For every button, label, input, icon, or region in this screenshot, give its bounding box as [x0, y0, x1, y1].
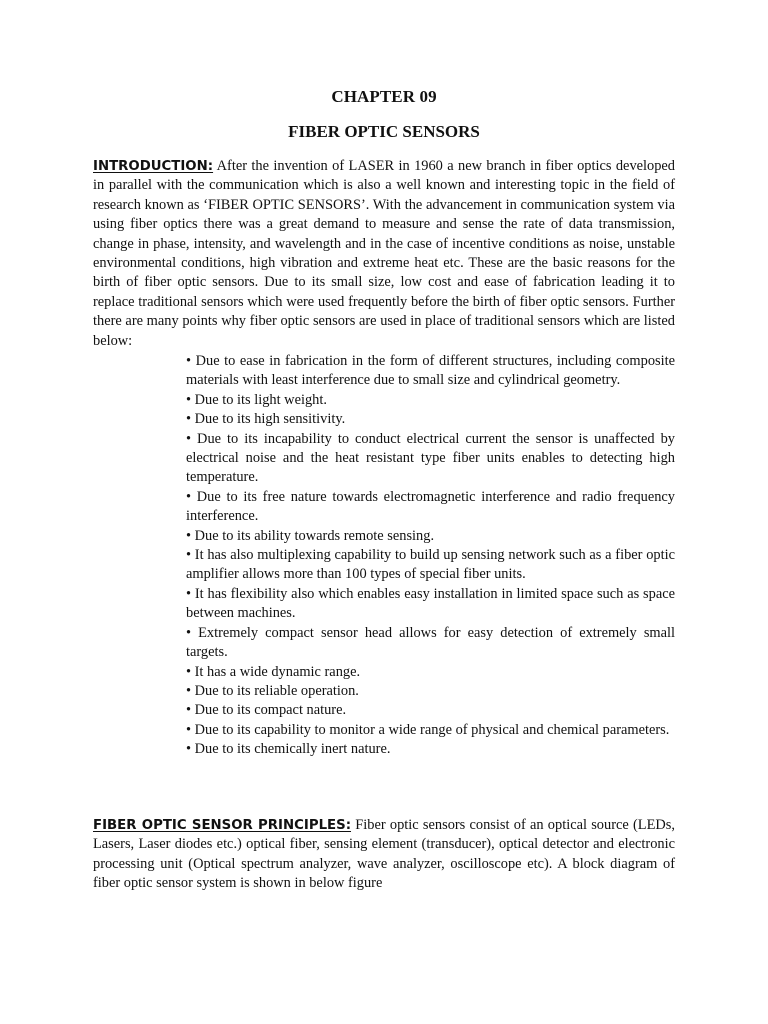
- list-item: • Due to its compact nature.: [186, 702, 347, 719]
- list-item: • Due to its ability towards remote sensing.: [186, 527, 435, 544]
- list-item: • Due to its chemically inert nature.: [186, 741, 391, 758]
- principles-heading: FIBER OPTIC SENSOR PRINCIPLES:: [93, 818, 352, 833]
- introduction-paragraph: [93, 157, 675, 351]
- list-item: • Due to its light weight.: [186, 391, 327, 408]
- list-item: • Due to its incapability to conduct electrical current the sensor is unaffected by electrical noise and the heat resistant type fiber units enables to detecting high temperature.: [186, 430, 675, 486]
- list-item: • Due to its capability to monitor a wide range of physical and chemical parameters.: [186, 721, 670, 738]
- chapter-title: FIBER OPTIC SENSORS: [288, 122, 480, 141]
- list-item: • Extremely compact sensor head allows for easy detection of extremely small targets.: [186, 624, 675, 661]
- advantages-list: [186, 352, 675, 760]
- list-item: • It has also multiplexing capability to build up sensing network such as a fiber optic amplifier allows more than 100 types of special fiber units.: [186, 547, 675, 583]
- list-item: • Due to ease in fabrication in the form of different structures, including composite materials with least interference due to small size and cylindrical geometry.: [186, 353, 675, 389]
- list-item: • Due to its free nature towards electromagnetic interference and radio frequency interference.: [186, 488, 675, 525]
- introduction-text: After the invention of LASER in 1960 a new branch in fiber optics developed in parallel with the communication which is also a well known and interesting topic in the field of research known as ‘FIBER OPTIC SENSORS’. With the advancement in communication system via using fiber optics there was a great demand to measure and sense the rate of data transmission, change in phase, intensity, and wavelength and in the case of incentive conditions as noise, unstable environmental conditions, high vibration and extreme heat etc. These are the basic reasons for the birth of fiber optic sensors. Due to its small size, low cost and ease of fabrication leading it to replace traditional sensors which were used frequently before the birth of fiber optic sensors. Further there are many points why fiber optic sensors are used in place of traditional sensors which are listed below:: [93, 158, 675, 349]
- list-item: • It has flexibility also which enables easy installation in limited space such as space between machines.: [186, 585, 675, 622]
- chapter-number: CHAPTER 09: [331, 87, 437, 106]
- principles-text: Fiber optic sensors consist of an optical source (LEDs, Lasers, Laser diodes etc.) optical fiber, sensing element (transducer), optical detector and electronic processing unit (Optical spectrum analyzer, wave analyzer, oscilloscope etc). A block diagram of fiber optic sensor system is shown in below figure: [93, 817, 675, 892]
- list-item: • It has a wide dynamic range.: [186, 663, 361, 680]
- list-item: • Due to its reliable operation.: [186, 682, 359, 699]
- introduction-heading: INTRODUCTION:: [93, 159, 214, 174]
- list-item: • Due to its high sensitivity.: [186, 411, 346, 428]
- principles-paragraph: [93, 816, 675, 894]
